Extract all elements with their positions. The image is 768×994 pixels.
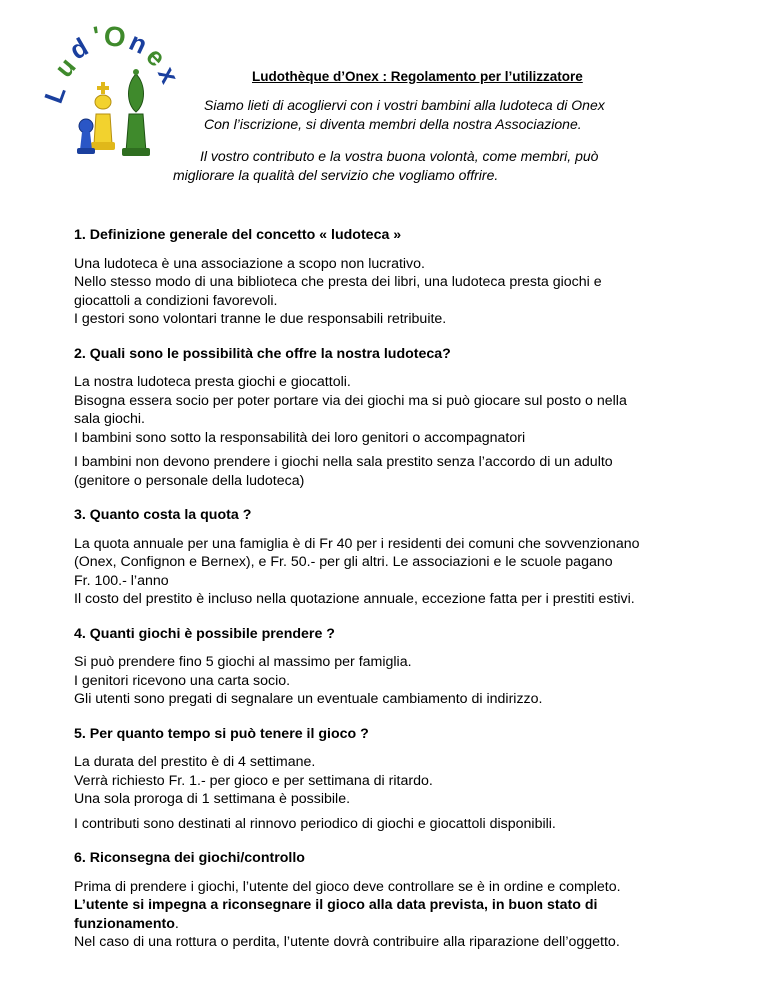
ludonex-logo [38,22,198,162]
section-heading: 5. Per quanto tempo si può tenere il gioco ? [74,725,369,742]
paragraph-line: (Onex, Confignon e Bernex), e Fr. 50.- per gli altri. Le associazioni e le scuole pagano [74,554,613,570]
section-heading: 1. Definizione generale del concetto « ludoteca » [74,227,402,243]
paragraph-line: Si può prendere fino 5 giochi al massimo per famiglia. [74,654,412,670]
paragraph-line: Verrà richiesto Fr. 1.- per gioco e per settimana di ritardo. [74,772,433,789]
paragraph-line: I genitori ricevono una carta socio. [74,672,291,689]
intro-line-2: Con l’iscrizione, si diventa membri della nostra Associazione. [204,116,582,132]
section-heading: 2. Quali sono le possibilità che offre la nostra ludoteca? [74,345,451,362]
section-1 [74,226,714,329]
paragraph-line: Prima di prendere i giochi, l’utente del gioco deve controllare se è in ordine e completo. [74,878,621,895]
paragraph-line: La durata del prestito è di 4 settimane. [74,754,316,770]
paragraph-line: (genitore o personale della ludoteca) [74,472,305,489]
green-bishop-icon [122,69,150,156]
section-heading: 6. Riconsegna dei giochi/controllo [74,850,305,866]
logo-letter-x: x [151,61,186,88]
logo-letter-apostrophe: ' [91,22,103,51]
yellow-king-icon [91,82,115,150]
paragraph-line: Gli utenti sono pregati di segnalare un eventuale cambiamento di indirizzo. [74,691,543,707]
blue-pawn-icon [77,119,95,154]
bold-fragment: funzionamento [74,915,175,932]
logo-letter-e: e [140,41,172,73]
section-2 [74,345,714,491]
paragraph-line: I gestori sono volontari tranne le due responsabili retribuite. [74,311,447,327]
intro-line-3: Il vostro contributo e la vostra buona volontà, come membri, può [200,148,599,164]
paragraph-line: La quota annuale per una famiglia è di Fr 40 per i residenti dei comuni che sovvenzionano [74,535,640,552]
logo-letter-O: O [102,22,128,53]
section-6 [74,849,714,952]
section-4 [74,625,714,709]
ludonex-logo-graphic [38,22,198,162]
section-5 [74,725,714,834]
paragraph-line-bold: L’utente si impegna a riconsegnare il gioco alla data prevista, in buon stato di [74,897,598,913]
logo-letter-L: L [38,81,72,108]
paragraph-line: Nel caso di una rottura o perdita, l’utente dovrà contribuire alla riparazione dell’oggetto. [74,934,620,950]
paragraph-line: sala giochi. [74,411,145,427]
paragraph-line: Nello stesso modo di una biblioteca che presta dei libri, una ludoteca presta giochi e [74,274,602,290]
paragraph-line: giocattoli a condizioni favorevoli. [74,292,278,309]
paragraph-line: Una ludoteca è una associazione a scopo non lucrativo. [74,255,425,272]
paragraph-line: La nostra ludoteca presta giochi e giocattoli. [74,374,351,390]
logo-letter-d: d [64,31,94,66]
intro-line-1: Siamo lieti di acogliervi con i vostri bambini alla ludoteca di Onex [204,97,605,113]
intro-line-4: migliorare la qualità del servizio che vogliamo offrire. [173,167,499,183]
logo-letter-n: n [124,26,152,61]
paragraph-line: I bambini sono sotto la responsabilità dei loro genitori o accompagnatori [74,429,526,446]
period: . [174,915,179,932]
paragraph-line: I bambini non devono prendere i giochi nella sala prestito senza l’accordo di un adulto [74,454,613,470]
page-title: Ludothèque d’Onex : Regolamento per l’utilizzatore [252,69,583,84]
paragraph-line: Bisogna essera socio per poter portare via dei giochi ma si può giocare sul posto o nella [74,392,627,409]
paragraph-line [74,915,714,934]
paragraph-line: Una sola proroga di 1 settimana è possibile. [74,791,351,807]
logo-letter-u: u [48,51,82,84]
regulation-body [74,226,714,952]
paragraph-line: I contributi sono destinati al rinnovo periodico di giochi e giocattoli disponibili. [74,815,556,832]
paragraph-line: Fr. 100.- l’anno [74,572,169,589]
section-3 [74,506,714,609]
section-heading: 4. Quanti giochi è possibile prendere ? [74,625,335,642]
paragraph-line: Il costo del prestito è incluso nella quotazione annuale, eccezione fatta per i prestiti estivi. [74,591,635,607]
section-heading: 3. Quanto costa la quota ? [74,507,252,523]
